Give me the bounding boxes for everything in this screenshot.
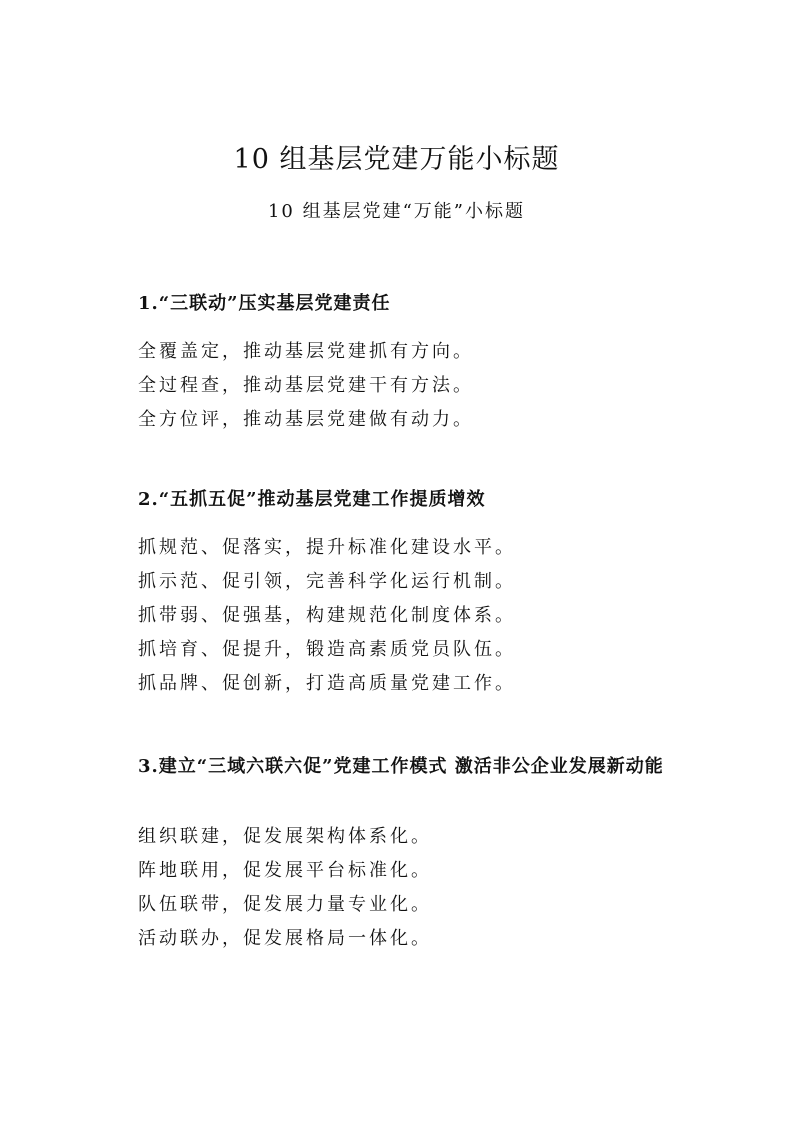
section-1-line-2: 全过程查，推动基层党建干有方法。 bbox=[138, 375, 474, 396]
section-1-line-1: 全覆盖定，推动基层党建抓有方向。 bbox=[138, 341, 474, 362]
section-2-line-4: 抓培育、促提升，锻造高素质党员队伍。 bbox=[138, 639, 516, 660]
section-3-heading: 3.建立“三域六联六促”党建工作模式 激活非公企业发展新动能 bbox=[138, 756, 664, 777]
section-3-line-1: 组织联建，促发展架构体系化。 bbox=[138, 826, 432, 847]
section-2-heading: 2.“五抓五促”推动基层党建工作提质增效 bbox=[138, 489, 486, 510]
section-1-heading: 1.“三联动”压实基层党建责任 bbox=[138, 293, 391, 314]
section-2-line-1: 抓规范、促落实，提升标准化建设水平。 bbox=[138, 537, 516, 558]
section-1-line-3: 全方位评，推动基层党建做有动力。 bbox=[138, 409, 474, 430]
section-3-line-4: 活动联办，促发展格局一体化。 bbox=[138, 928, 432, 949]
section-3-line-3: 队伍联带，促发展力量专业化。 bbox=[138, 894, 432, 915]
section-2-line-2: 抓示范、促引领，完善科学化运行机制。 bbox=[138, 571, 516, 592]
section-2-line-5: 抓品牌、促创新，打造高质量党建工作。 bbox=[138, 673, 516, 694]
document-title: 10 组基层党建万能小标题 bbox=[233, 144, 560, 175]
section-2-line-3: 抓带弱、促强基，构建规范化制度体系。 bbox=[138, 605, 516, 626]
section-3-line-2: 阵地联用，促发展平台标准化。 bbox=[138, 860, 432, 881]
document-subtitle: 10 组基层党建“万能”小标题 bbox=[267, 201, 526, 222]
